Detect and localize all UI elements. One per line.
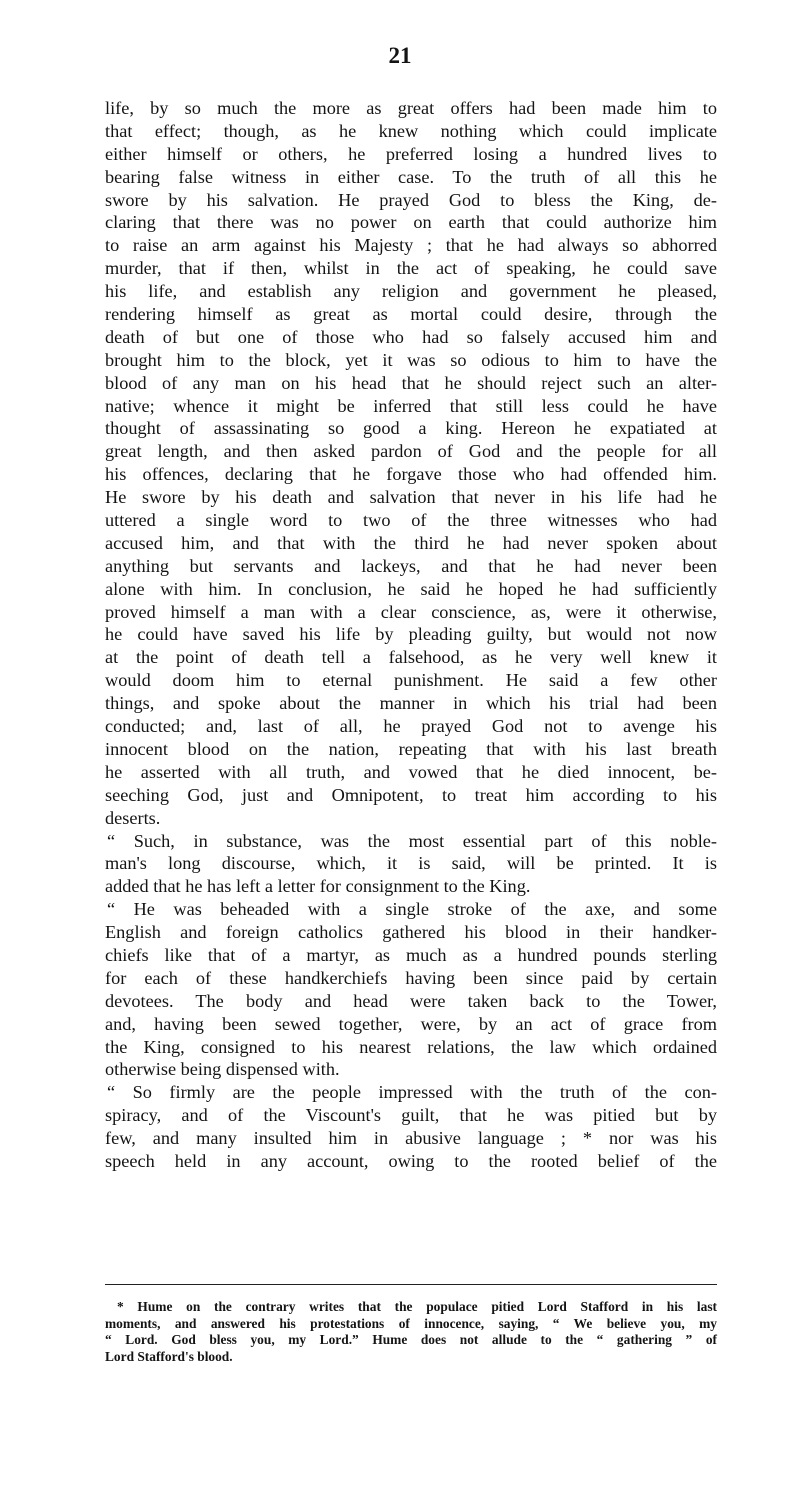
text-line: his life, and establish any religion and government he pleased,	[105, 281, 717, 302]
text-line: rendering himself as great as mortal could desire, through the	[105, 304, 717, 325]
text-line: either himself or others, he preferred losing a hundred lives to	[105, 143, 717, 164]
text-line: bearing false witness in either case. To the truth of all this he	[105, 166, 717, 187]
text-line: swore by his salvation. He prayed God to bless the King, de-	[105, 189, 717, 210]
text-line: innocent blood on the nation, repeating that with his last breath	[105, 738, 717, 759]
text-line: conducted; and, last of all, he prayed God not to avenge his	[105, 716, 717, 737]
footnote-line: moments, and answered his protestations of innocence, saying, “ We believe you, my	[105, 1315, 717, 1331]
text-line: anything but servants and lackeys, and that he had never been	[105, 555, 717, 576]
text-line: otherwise being dispensed with.	[105, 1059, 340, 1080]
footnote	[105, 1299, 717, 1365]
text-line: and, having been sewed together, were, by an act of grace from	[105, 1013, 717, 1034]
text-line: death of but one of those who had so falsely accused him and	[105, 326, 717, 347]
text-line: great length, and then asked pardon of God and the people for all	[105, 441, 717, 462]
text-line: “ Such, in substance, was the most essential part of this noble-	[107, 830, 717, 851]
text-line: man's long discourse, which, it is said, will be printed. It is	[105, 853, 717, 874]
text-line: spiracy, and of the Viscount's guilt, that he was pitied but by	[105, 1105, 717, 1126]
text-line: would doom him to eternal punishment. He said a few other	[105, 670, 717, 691]
text-line: he could have saved his life by pleading guilty, but would not now	[105, 624, 717, 645]
text-line: seeching God, just and Omnipotent, to treat him according to his	[105, 784, 717, 805]
text-line: that effect; though, as he knew nothing which could implicate	[105, 120, 717, 141]
text-line: brought him to the block, yet it was so odious to him to have the	[105, 349, 717, 370]
text-line: for each of these handkerchiefs having been since paid by certain	[105, 967, 717, 988]
page-number: 21	[388, 43, 412, 68]
text-line: few, and many insulted him in abusive language ; * nor was his	[105, 1128, 717, 1149]
text-line: speech held in any account, owing to the rooted belief of the	[105, 1150, 717, 1171]
text-line: at the point of death tell a falsehood, as he very well knew it	[105, 647, 717, 668]
text-line: life, by so much the more as great offers had been made him to	[105, 98, 717, 118]
text-line: things, and spoke about the manner in which his trial had been	[105, 693, 717, 714]
text-line: alone with him. In conclusion, he said he hoped he had sufficiently	[105, 578, 717, 599]
text-line: English and foreign catholics gathered his blood in their handker-	[105, 922, 717, 943]
footnote-line: * Hume on the contrary writes that the populace pitied Lord Stafford in his last	[117, 1299, 717, 1314]
text-line: to raise an arm against his Majesty ; that he had always so abhorred	[105, 235, 717, 256]
text-line: “ So firmly are the people impressed with the truth of the con-	[107, 1082, 717, 1103]
text-line: accused him, and that with the third he had never spoken about	[105, 532, 717, 553]
text-line: proved himself a man with a clear conscience, as, were it otherwise,	[105, 601, 717, 622]
text-line: blood of any man on his head that he should reject such an alter-	[105, 372, 717, 393]
text-line: claring that there was no power on earth that could authorize him	[105, 212, 717, 233]
text-line: murder, that if then, whilst in the act of speaking, he could save	[105, 258, 717, 279]
text-line: native; whence it might be inferred that still less could he have	[105, 395, 717, 416]
text-line: devotees. The body and head were taken back to the Tower,	[105, 990, 717, 1011]
body-text	[105, 97, 717, 1173]
text-line: added that he has left a letter for consignment to the King.	[105, 876, 531, 897]
text-line: he asserted with all truth, and vowed that he died innocent, be-	[105, 761, 717, 782]
text-line: “ He was beheaded with a single stroke of the axe, and some	[107, 899, 717, 920]
text-line: thought of assassinating so good a king. Hereon he expatiated at	[105, 418, 717, 439]
footnote-line: “ Lord. God bless you, my Lord.” Hume does not allude to the “ gathering ” of	[105, 1332, 717, 1348]
text-line: uttered a single word to two of the three witnesses who had	[105, 510, 717, 531]
footnote-line: Lord Stafford's blood.	[105, 1348, 233, 1364]
footnote-divider	[105, 1284, 717, 1285]
text-line: his offences, declaring that he forgave those who had offended him.	[105, 464, 717, 485]
text-line: deserts.	[105, 807, 161, 828]
text-line: He swore by his death and salvation that never in his life had he	[105, 487, 717, 508]
text-line: chiefs like that of a martyr, as much as a hundred pounds sterling	[105, 944, 717, 965]
text-line: the King, consigned to his nearest relations, the law which ordained	[105, 1036, 717, 1057]
